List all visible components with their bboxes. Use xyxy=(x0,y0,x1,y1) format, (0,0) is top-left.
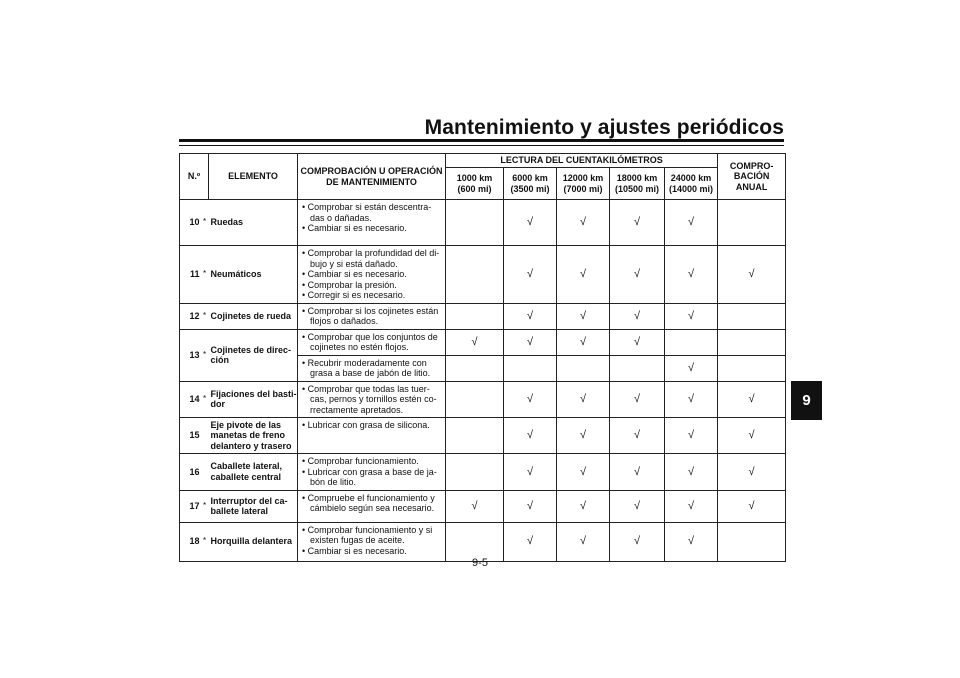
check-cell xyxy=(446,454,504,491)
check-mark: √ xyxy=(579,216,587,229)
check-cell xyxy=(446,355,504,381)
element-name: Neumáticos xyxy=(209,246,298,304)
special-mark xyxy=(201,454,209,491)
action-item: • Comprobar la presión. xyxy=(302,280,443,291)
check-cell xyxy=(718,329,786,355)
check-mark: √ xyxy=(579,429,587,442)
check-cell xyxy=(446,303,504,329)
header-odometer: LECTURA DEL CUENTAKILÓMETROS xyxy=(446,154,718,168)
table-row xyxy=(180,381,786,418)
check-cell xyxy=(446,381,504,418)
title-rule-thin xyxy=(179,145,784,146)
action-item: • Lubricar con grasa a base de ja-bón de litio. xyxy=(302,467,443,488)
check-cell xyxy=(557,454,610,491)
check-mark: √ xyxy=(633,535,641,548)
check-mark: √ xyxy=(633,429,641,442)
check-mark: √ xyxy=(748,268,755,280)
check-mark: √ xyxy=(633,499,641,512)
check-cell xyxy=(557,303,610,329)
item-number: 16 xyxy=(180,454,201,491)
action-item: • Comprobar funcionamiento y si existen fugas de aceite. xyxy=(302,525,443,546)
check-mark: √ xyxy=(633,268,641,280)
check-mark: √ xyxy=(688,309,695,322)
header-mi-value: (3500 mi) xyxy=(510,183,550,194)
check-mark: √ xyxy=(688,216,695,229)
check-mark: √ xyxy=(579,335,587,348)
item-number: 12 xyxy=(180,303,201,329)
header-no: N.º xyxy=(180,154,209,200)
table-row xyxy=(180,200,786,246)
check-cell xyxy=(665,454,718,491)
check-cell xyxy=(610,381,665,418)
element-name: Cojinetes de direc-ción xyxy=(209,329,298,381)
header-km-4 xyxy=(610,168,665,200)
action-item: • Recubrir moderadamente con grasa a base de jabón de litio. xyxy=(302,358,443,379)
action-item: • Corregir si es necesario. xyxy=(302,290,443,301)
check-cell xyxy=(718,246,786,304)
element-name: Ruedas xyxy=(209,200,298,246)
check-cell xyxy=(665,490,718,522)
check-mark: √ xyxy=(526,268,534,280)
maintenance-table xyxy=(179,153,786,562)
check-cell xyxy=(446,246,504,304)
check-cell xyxy=(718,418,786,454)
special-mark xyxy=(201,418,209,454)
check-cell xyxy=(665,381,718,418)
check-cell xyxy=(504,454,557,491)
special-mark: * xyxy=(201,303,209,329)
check-cell xyxy=(504,381,557,418)
check-operation xyxy=(298,246,446,304)
check-mark: √ xyxy=(688,499,695,512)
element-name: Horquilla delantera xyxy=(209,522,298,561)
check-cell xyxy=(557,418,610,454)
action-item: • Compruebe el funcionamiento y cámbielo según sea necesario. xyxy=(302,493,443,514)
check-cell xyxy=(557,522,610,561)
check-mark: √ xyxy=(526,465,534,478)
check-cell xyxy=(557,246,610,304)
check-cell xyxy=(665,329,718,355)
check-cell xyxy=(718,490,786,522)
check-operation xyxy=(298,490,446,522)
check-cell xyxy=(665,200,718,246)
special-mark: * xyxy=(201,490,209,522)
check-cell xyxy=(610,200,665,246)
header-mi-value: (7000 mi) xyxy=(563,183,603,194)
check-cell xyxy=(504,246,557,304)
element-name: Eje pivote de las manetas de freno delantero y trasero xyxy=(209,418,298,454)
check-operation xyxy=(298,200,446,246)
special-mark: * xyxy=(201,246,209,304)
check-cell xyxy=(557,381,610,418)
header-annual: COMPRO-BACIÓN ANUAL xyxy=(718,154,786,200)
table-row xyxy=(180,329,786,355)
check-mark: √ xyxy=(526,535,534,548)
check-mark: √ xyxy=(526,429,534,442)
check-cell xyxy=(446,522,504,561)
check-mark: √ xyxy=(688,429,695,442)
check-cell xyxy=(446,418,504,454)
check-cell xyxy=(665,418,718,454)
check-cell xyxy=(446,329,504,355)
check-cell xyxy=(557,329,610,355)
check-cell xyxy=(504,200,557,246)
check-cell xyxy=(718,381,786,418)
element-name: Caballete lateral, caballete central xyxy=(209,454,298,491)
check-mark: √ xyxy=(633,465,641,478)
special-mark: * xyxy=(201,200,209,246)
action-item: • Cambiar si es necesario. xyxy=(302,269,443,280)
check-cell xyxy=(665,522,718,561)
header-km-3 xyxy=(557,168,610,200)
check-cell xyxy=(665,303,718,329)
check-cell xyxy=(610,246,665,304)
check-mark: √ xyxy=(688,393,695,405)
check-operation xyxy=(298,355,446,381)
check-cell xyxy=(610,418,665,454)
header-km-value: 12000 km xyxy=(562,173,604,183)
check-operation xyxy=(298,329,446,355)
table-row xyxy=(180,303,786,329)
check-mark: √ xyxy=(633,393,641,405)
header-km-2 xyxy=(504,168,557,200)
item-number: 18 xyxy=(180,522,201,561)
check-mark: √ xyxy=(579,535,587,548)
check-mark: √ xyxy=(579,499,587,512)
check-mark: √ xyxy=(579,309,587,322)
header-mi-value: (10500 mi) xyxy=(615,183,660,194)
header-km-value: 24000 km xyxy=(670,173,712,183)
check-cell xyxy=(610,355,665,381)
check-operation xyxy=(298,418,446,454)
item-number: 15 xyxy=(180,418,201,454)
check-operation xyxy=(298,303,446,329)
header-mi-value: (14000 mi) xyxy=(669,183,714,194)
page-title: Mantenimiento y ajustes periódicos xyxy=(424,116,784,139)
header-km-value: 18000 km xyxy=(616,173,658,183)
check-cell xyxy=(610,329,665,355)
check-cell xyxy=(718,355,786,381)
check-cell xyxy=(610,303,665,329)
check-mark: √ xyxy=(748,429,755,442)
table-row xyxy=(180,490,786,522)
table-row xyxy=(180,454,786,491)
chapter-tab[interactable]: 9 xyxy=(791,381,822,420)
check-mark: √ xyxy=(579,268,587,280)
check-mark: √ xyxy=(471,335,478,348)
check-mark: √ xyxy=(633,309,641,322)
check-cell xyxy=(504,418,557,454)
item-number: 11 xyxy=(180,246,201,304)
check-mark: √ xyxy=(688,535,695,548)
table-row xyxy=(180,246,786,304)
special-mark: * xyxy=(201,381,209,418)
check-cell xyxy=(718,303,786,329)
special-mark: * xyxy=(201,522,209,561)
check-cell xyxy=(610,454,665,491)
check-cell xyxy=(504,490,557,522)
header-km-1 xyxy=(446,168,504,200)
check-mark: √ xyxy=(526,499,534,512)
check-mark: √ xyxy=(579,393,587,405)
table-row xyxy=(180,522,786,561)
check-cell xyxy=(446,200,504,246)
check-cell xyxy=(718,454,786,491)
check-mark: √ xyxy=(526,393,534,405)
header-km-5 xyxy=(665,168,718,200)
check-cell xyxy=(557,355,610,381)
check-mark: √ xyxy=(526,309,534,322)
special-mark: * xyxy=(201,329,209,381)
check-operation xyxy=(298,454,446,491)
check-mark: √ xyxy=(633,335,641,348)
check-cell xyxy=(557,200,610,246)
element-name: Cojinetes de rueda xyxy=(209,303,298,329)
item-number: 10 xyxy=(180,200,201,246)
check-cell xyxy=(504,329,557,355)
check-cell xyxy=(504,522,557,561)
check-cell xyxy=(504,355,557,381)
page-number: 9-5 xyxy=(472,557,488,569)
check-mark: √ xyxy=(526,335,534,348)
element-name: Interruptor del ca-ballete lateral xyxy=(209,490,298,522)
check-mark: √ xyxy=(688,268,695,280)
item-number: 17 xyxy=(180,490,201,522)
header-check: COMPROBACIÓN U OPERACIÓN DE MANTENIMIENTO xyxy=(298,154,446,200)
item-number: 14 xyxy=(180,381,201,418)
action-item: • Comprobar si los cojinetes están flojos o dañados. xyxy=(302,306,443,327)
header-km-value: 6000 km xyxy=(512,173,548,183)
title-rule xyxy=(179,139,784,142)
check-mark: √ xyxy=(748,465,755,478)
table-row xyxy=(180,418,786,454)
check-mark: √ xyxy=(633,216,641,229)
action-item: • Cambiar si es necesario. xyxy=(302,546,443,557)
action-item: • Comprobar que los conjuntos de cojinetes no estén flojos. xyxy=(302,332,443,353)
check-cell xyxy=(610,490,665,522)
check-mark: √ xyxy=(579,465,587,478)
check-cell xyxy=(610,522,665,561)
action-item: • Comprobar si están descentra-das o dañadas. xyxy=(302,202,443,223)
action-item: • Lubricar con grasa de silicona. xyxy=(302,420,443,431)
action-item: • Comprobar la profundidad del di-bujo y si está dañado. xyxy=(302,248,443,269)
header-element: ELEMENTO xyxy=(209,154,298,200)
check-operation xyxy=(298,522,446,561)
item-number: 13 xyxy=(180,329,201,381)
header-mi-value: (600 mi) xyxy=(457,183,492,194)
element-name: Fijaciones del basti-dor xyxy=(209,381,298,418)
check-cell xyxy=(504,303,557,329)
action-item: • Comprobar que todas las tuer-cas, pernos y tornillos estén co-rrectamente apretados. xyxy=(302,384,443,416)
check-mark: √ xyxy=(471,499,478,512)
check-operation xyxy=(298,381,446,418)
check-mark: √ xyxy=(748,499,755,512)
check-cell xyxy=(665,355,718,381)
check-cell xyxy=(446,490,504,522)
header-km-value: 1000 km xyxy=(456,173,493,183)
check-mark: √ xyxy=(526,216,534,229)
check-cell xyxy=(665,246,718,304)
check-mark: √ xyxy=(748,393,755,405)
action-item: • Comprobar funcionamiento. xyxy=(302,456,443,467)
action-item: • Cambiar si es necesario. xyxy=(302,223,443,234)
check-mark: √ xyxy=(688,465,695,478)
check-cell xyxy=(557,490,610,522)
check-mark: √ xyxy=(688,361,695,374)
check-cell xyxy=(718,522,786,561)
check-cell xyxy=(718,200,786,246)
